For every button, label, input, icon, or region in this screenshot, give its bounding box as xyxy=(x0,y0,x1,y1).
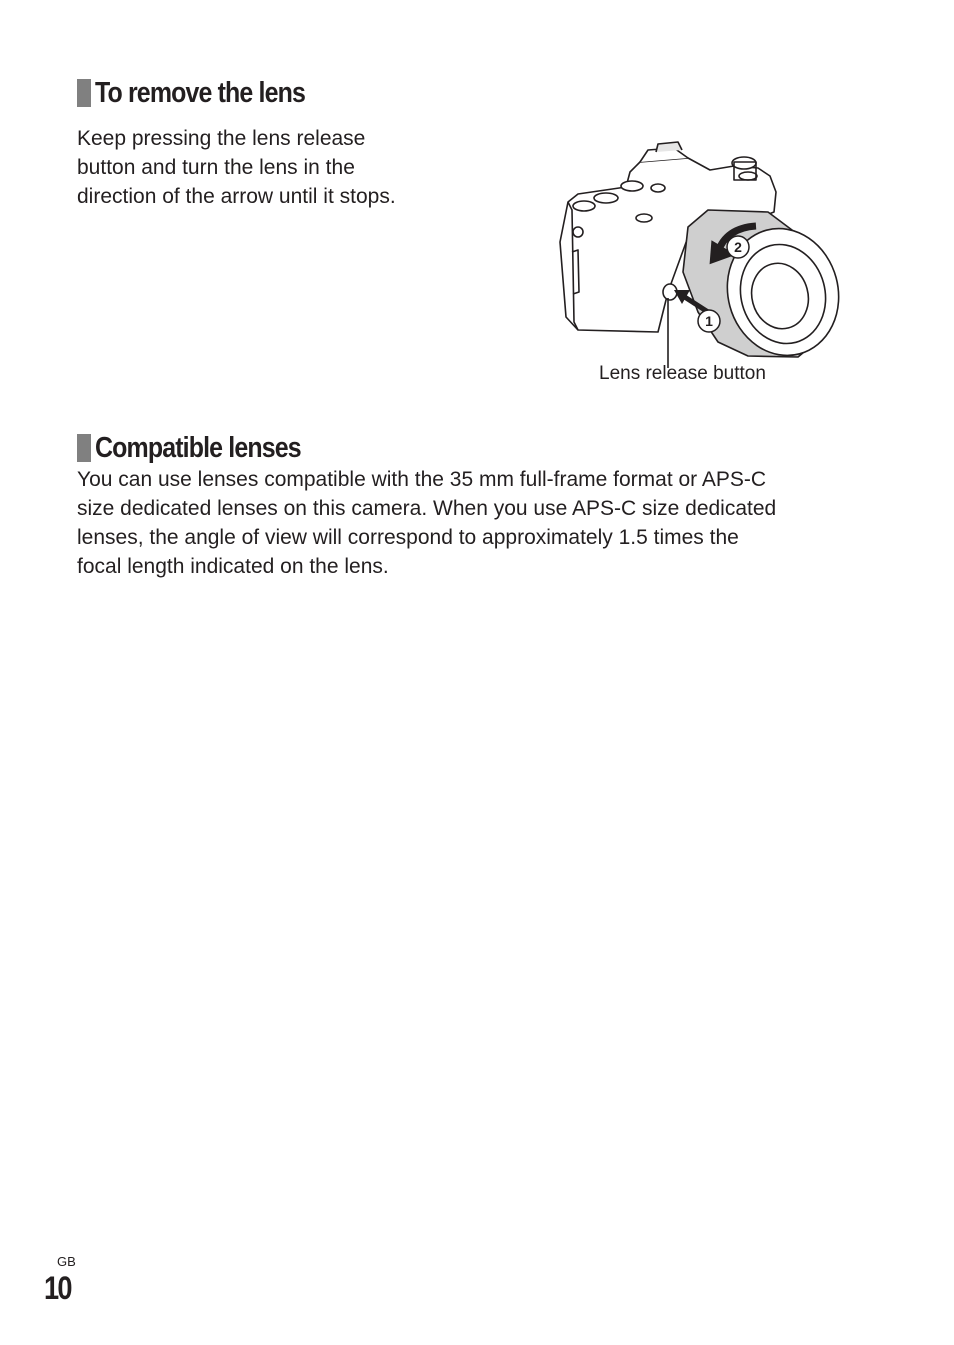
figure-callout-label: Lens release button xyxy=(599,363,766,384)
camera-lens-removal-illustration xyxy=(548,132,848,372)
body-line: direction of the arrow until it stops. xyxy=(77,185,396,208)
heading-marker xyxy=(77,79,91,107)
step-marker-2-label: 2 xyxy=(734,239,742,255)
section-body xyxy=(77,465,877,581)
body-line: focal length indicated on the lens. xyxy=(77,555,389,578)
section-title: To remove the lens xyxy=(95,76,305,109)
body-line: lenses, the angle of view will correspond to approximately 1.5 times the xyxy=(77,526,739,549)
heading-marker xyxy=(77,434,91,462)
section-body xyxy=(77,124,457,211)
step-marker-1-label: 1 xyxy=(705,313,713,329)
page-number: 10 xyxy=(44,1270,71,1306)
section-title: Compatible lenses xyxy=(95,431,301,464)
section-heading-compatible-lenses xyxy=(77,432,334,464)
section-heading-remove-lens xyxy=(77,77,339,109)
body-line: Keep pressing the lens release xyxy=(77,127,366,150)
body-line: You can use lenses compatible with the 35 mm full-frame format or APS-C xyxy=(77,468,767,491)
body-line: size dedicated lenses on this camera. When you use APS-C size dedicated xyxy=(77,497,777,520)
body-line: button and turn the lens in the xyxy=(77,156,355,179)
region-code: GB xyxy=(57,1254,76,1269)
